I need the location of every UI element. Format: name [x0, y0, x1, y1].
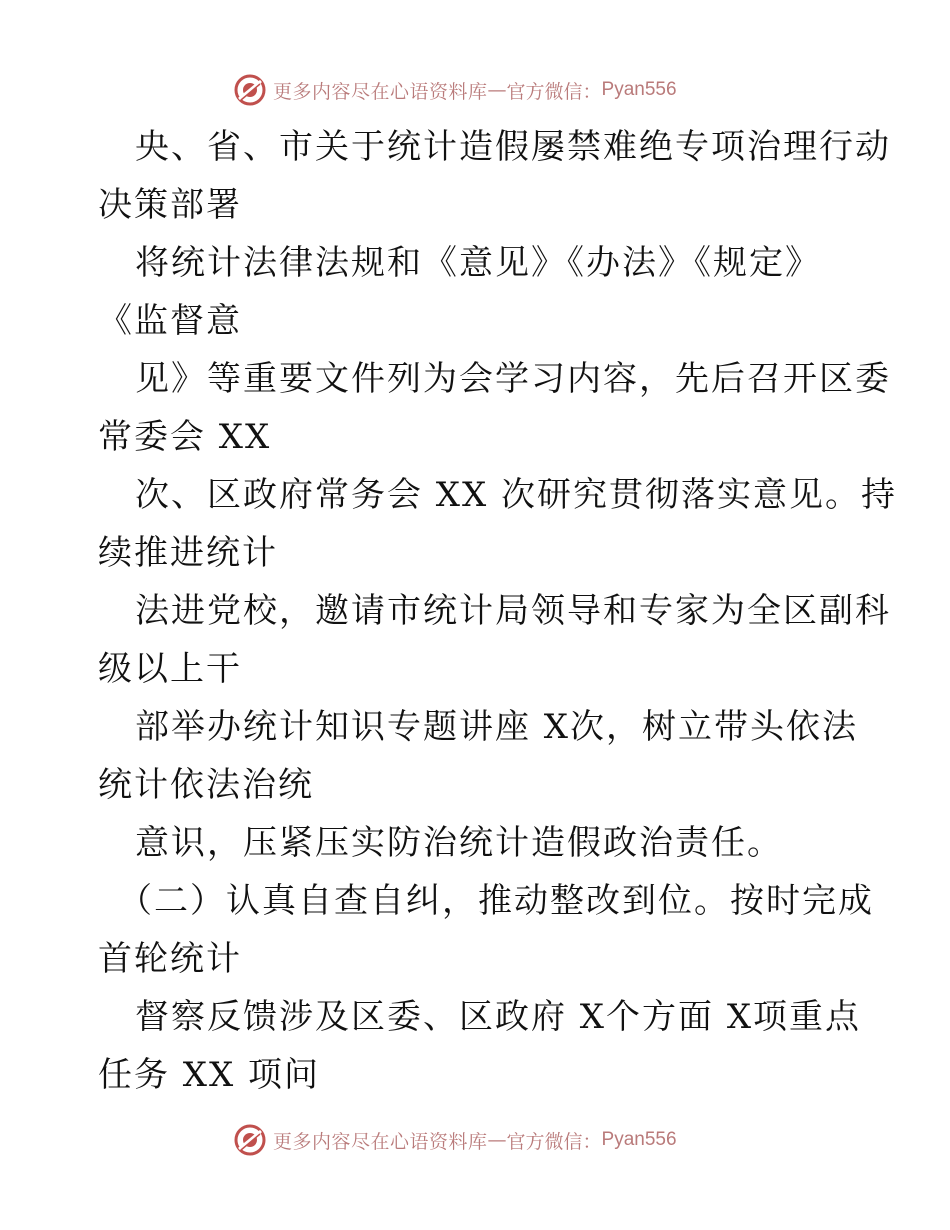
- banner-text: 更多内容尽在心语资料库: [273, 1130, 488, 1153]
- body-line: 常委会 XX: [98, 417, 272, 457]
- footer-banner: [233, 1122, 677, 1158]
- body-line: 法进党校，邀请市统计局领导和专家为全区副科: [135, 591, 891, 631]
- body-line: 决策部署: [98, 185, 242, 225]
- body-line: 部举办统计知识专题讲座 X次，树立带头依法: [135, 707, 859, 747]
- banner-wechat-id: Pyan556: [601, 1129, 677, 1150]
- body-line: （二）认真自查自纠，推动整改到位。按时完成: [118, 881, 874, 921]
- body-line: 意识，压紧压实防治统计造假政治责任。: [135, 823, 783, 863]
- body-line: 级以上干: [98, 649, 242, 689]
- body-line: 督察反馈涉及区委、区政府 X个方面 X项重点: [135, 997, 862, 1037]
- banner-separator: —: [487, 1129, 507, 1151]
- banner-text: 更多内容尽在心语资料库: [273, 80, 488, 103]
- body-line: 统计依法治统: [98, 765, 314, 805]
- logo-icon: [233, 1123, 267, 1157]
- body-line: 见》等重要文件列为会学习内容，先后召开区委: [135, 359, 891, 399]
- banner-label: 官方微信：: [506, 1130, 602, 1153]
- banner-wechat-id: Pyan556: [601, 79, 677, 100]
- body-line: 央、省、市关于统计造假屡禁难绝专项治理行动: [135, 127, 891, 167]
- body-line: 任务 XX 项问: [98, 1055, 321, 1095]
- body-line: 将统计法律法规和《意见》《办法》《规定》: [135, 243, 821, 283]
- banner-label: 官方微信：: [506, 80, 602, 103]
- body-line: 《监督意: [98, 301, 242, 341]
- banner-separator: —: [487, 79, 507, 101]
- body-line: 首轮统计: [98, 939, 242, 979]
- body-line: 次、区政府常务会 XX 次研究贯彻落实意见。持: [135, 475, 898, 515]
- body-line: 续推进统计: [98, 533, 278, 573]
